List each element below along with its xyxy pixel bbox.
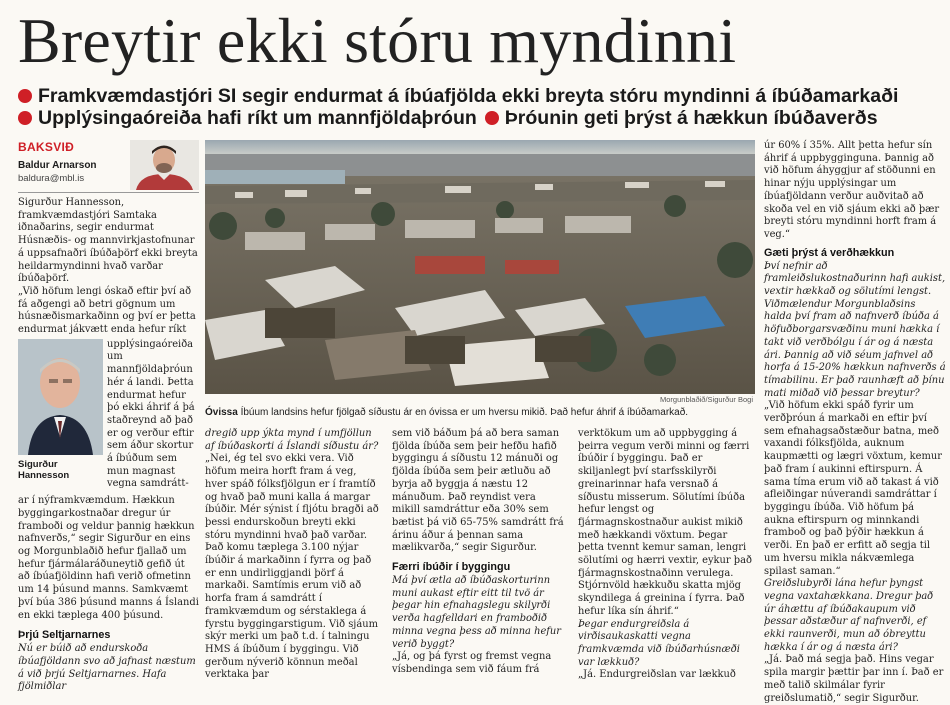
subhead-line-1	[18, 84, 948, 108]
answer-paragraph: „Já, og þá fyrst og fremst vegna vísbendinga sem við fáum frá	[392, 651, 552, 675]
body-paragraph: ar í nýframkvæmdum. Hækkun byggingarkostnaðar dregur úr framboði og veldur þannig hækkun nafnverðs,“ segir Sigurður en eins og Morgunblaðið hefur fjallað um hefur fjármálaráðuneytið gefið út að íbúafjöldinn hafi verið ofmetinn um 14 þúsund manns. Samkvæmt því búa 386 þúsund manns á Íslandi en ekki tæplega 400 þúsund.	[18, 495, 199, 621]
main-photo	[205, 140, 755, 394]
answer-paragraph: „Við höfum ekki spáð fyrir um verðþróun á markaði en eftir því sem efnahagsaðstæður batna, með vaxandi fólksfjölda, auknum kaupmætti og lægri vöxtum, kemur það fram í aukinni eftirspurn. Á sama tíma erum við að takast á við afleiðingar núverandi samdráttar í byggingu íbúða. Við höfum þá aukna eftirspurn og minnkandi framboð og það þýðir hækkun á verði. En það er erfitt að segja til um hversu mikla nákvæmlega spilast saman.“	[764, 400, 942, 577]
intro-paragraph: Sigurður Hannesson, framkvæmdastjóri Samtaka iðnaðarins, segir endurmat Húsnæðis- og mannvirkjastofnunar á uppsafnaðri íbúðaþörf ekki breyta heildarmyndinni hvað varðar íbúðaþörf.	[18, 197, 198, 285]
question-paragraph: Þegar endurgreiðsla á virðisaukaskatti vegna framkvæmda við íbúðarhúsnæði var lækkuð?	[578, 618, 740, 668]
article-column-3	[392, 428, 566, 675]
body-paragraph: úr 60% í 35%. Allt þetta hefur sín áhrif á uppbygginguna. Þannig að við höfum áhyggjur af stöðunni en hinar nýju upplýsingar um íbúafjöldann verður auðvitað að skoða vel en við sjáum ekki að þær breyti stóru myndinni horft fram á veg.“	[764, 140, 940, 240]
photo-credit: Morgunblaðið/Sigurður Bogi	[660, 395, 753, 404]
caption-lead: Óvissa	[205, 407, 238, 418]
subhead-1-text: Framkvæmdastjóri SI segir endurmat á íbúafjölda ekki breyta stóru myndinni á íbúðamarkaði	[38, 85, 899, 107]
question-paragraph: Nú er búið að endurskoða íbúafjöldann svo að jafnast næstum á við þrjú Seltjarnarnes. Hafa fjölmiðlar	[18, 643, 196, 693]
article-column-4	[578, 428, 752, 681]
question-paragraph: dregið upp ýkta mynd í umfjöllun af íbúðaskorti á Íslandi síðustu ár?	[205, 428, 379, 452]
answer-paragraph: „Já. Endurgreiðslan var lækkuð	[578, 669, 736, 681]
bullet-dot-icon	[18, 89, 32, 103]
body-paragraph: verktökum um að uppbygging á þeirra vegum verði minni og færri íbúðir í byggingu. Það er skiljanlegt því starfsskilyrði greinarinnar hafa versnað á síðustu misserum. Sölutími íbúða hefur lengst og fjármagnskostnaður aukist mikið með hækkandi vöxtum. Þegar þetta tvennt kemur saman, lengri sölutími og hærri vextir, eykur það fjármagnskostnaðinn verulega. Stjórnvöld hækkuðu skatta mjög skyndilega á greinina í fyrra. Það hefur líka sín áhrif.“	[578, 428, 752, 617]
question-paragraph: Greiðslubyrði lána hefur þyngst vegna vaxtahækkana. Dregur það úr áhættu af íbúðakaupum við þessar aðstæður af nafnverði, ef ekki raunverði, mun að óbreyttu hækka í ár og á næsta ári?	[764, 578, 934, 653]
question-paragraph: Því nefnir að framleiðslukostnaðurinn hafi aukist, vextir hækkað og sölutími lengst. Viðmælendur Morgunblaðsins halda því fram að nafnverð íbúða á höfuðborgarsvæðinu muni hækka í takt við verðbólgu í ár og á næsta ári. Þannig að við séum jafnvel að horfa á 15-20% hækkun nafnverðs á tímabilinu. Er það raunhæft að þínu mati miðað við þessar breytur?	[764, 260, 946, 399]
portrait-caption: Sigurður Hannesson	[18, 458, 70, 481]
bullet-dot-icon	[18, 111, 32, 125]
portrait-photo	[18, 339, 103, 481]
question-paragraph: Má því ætla að íbúðaskorturinn muni aukast eftir eitt til tvö ár þegar hin efnahagslegu skilyrði verða hagfelldari en framboðið minna vegna þess að minna hefur verið byggt?	[392, 575, 562, 650]
article-column-2	[205, 428, 379, 681]
body-paragraph: sem við báðum þá að bera saman fjölda íbúða sem þeir hefðu hafið byggingu á síðustu 12 mánuði og fjölda íbúða sem þeir ætluðu að byrja að byggja á næstu 12 mánuðum. Það reyndist vera mikill samdráttur eða 30% sem bætist þá við 65-75% samdrátt frá árinu áður á þennan sama mælikvarða,“ segir Sigurður.	[392, 428, 564, 554]
section-subhead: Gæti þrýst á verðhækkun	[764, 246, 895, 259]
author-email[interactable]: baldura@mbl.is	[18, 173, 85, 184]
author-name: Baldur Arnarson	[18, 160, 97, 171]
photo-caption	[205, 406, 755, 420]
subhead-2b-text: Þróunin geti þrýst á hækkun íbúðaverðs	[504, 107, 878, 129]
caption-text: Íbúum landsins hefur fjölgað síðustu ár en óvissa er um hversu mikið. Það hefur áhrif á íbúðamarkað.	[240, 407, 689, 418]
section-subhead: Þrjú Seltjarnarnes	[18, 629, 111, 642]
sidebar-column	[18, 140, 199, 693]
article-column-5	[764, 140, 946, 704]
author-photo	[130, 140, 199, 190]
headline: Breytir ekki stóru myndinni	[18, 5, 737, 76]
subhead-2a-text: Upplýsingaóreiða hafi ríkt um mannfjöldaþróun	[38, 107, 477, 129]
answer-paragraph: „Já. Það má segja það. Hins vegar spila margir þættir þar inn í. Það er með talið skilmálar fyrir greiðslumatið,“ segir Sigurður.	[764, 654, 944, 704]
answer-paragraph: „Nei, ég tel svo ekki vera. Við höfum meira horft fram á veg, hver spáð fólksfjölgun er í framtíð og hvað það muni kalla á margar íbúðir. Mér sýnist í fljótu bragði að þessi endurskoðun breyti ekki stóru myndinni hvað það varðar. Það komu tæplega 3.100 nýjar íbúðir á markaðinn í fyrra og það er enn undirliggjandi þörf á markaði. Samtímis erum við að horfa fram á samdrátt í framkvæmdum og sérstaklega á fyrstu byggingarstigum. Við sjáum skýr merki um það t.d. í talningu HMS á íbúðum í byggingu. Við gerðum nýverið könnun meðal verktaka þar	[205, 453, 379, 681]
bullet-dot-icon	[485, 111, 499, 125]
section-subhead: Færri íbúðir í byggingu	[392, 561, 511, 574]
subhead-line-2	[18, 106, 948, 130]
body-paragraph: upplýsingaóreiða um mannfjöldaþróun hér á landi. Þetta endurmat hefur þó ekki áhrif á þá staðreynd að það er og verður eftir sem áður skortur á íbúðum sem mun magnast vegna samdrátt-	[107, 338, 195, 490]
body-paragraph: „Við höfum lengi óskað eftir því að fá aðgengi að betri gögnum um húsnæðismarkaðinn og því er þetta endurmat jákvætt enda hefur ríkt	[18, 285, 196, 336]
section-label: BAKSVIÐ	[18, 140, 75, 154]
divider	[18, 192, 199, 193]
